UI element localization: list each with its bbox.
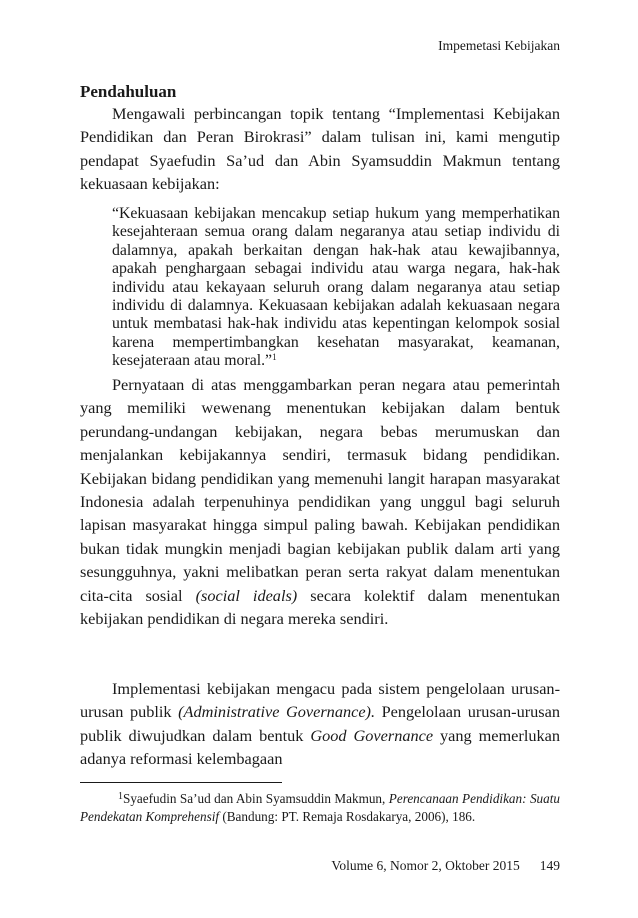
footnote-book-title: Perencanaan Pendidikan: Suatu Pendekatan Komprehensif xyxy=(80,791,560,824)
footnote-mark: 1 xyxy=(118,791,123,802)
footnote-authors: Syaefudin Sa’ud dan Abin Syamsuddin Makmun, xyxy=(123,791,386,806)
emphasis-good-governance: Good Governance xyxy=(310,725,434,745)
paragraph-statement xyxy=(80,373,560,630)
footnote-publication: (Bandung: PT. Remaja Rosdakarya, 2006), 186. xyxy=(222,808,476,824)
block-quote xyxy=(112,205,560,371)
paragraph-implementation xyxy=(80,677,560,771)
footnote xyxy=(80,790,560,825)
section-heading: Pendahuluan xyxy=(80,82,177,101)
footnote-reference: 1 xyxy=(272,352,277,363)
paragraph-intro: Mengawali perbincangan topik tentang “Implementasi Kebijakan Pendidikan dan Peran Birokrasi” dalam tulisan ini, kami mengutip pendapat Syaefudin Sa’ud dan Abin Syamsuddin Makmun tentang kekuasaan kebijakan: xyxy=(80,104,560,194)
emphasis-administrative-governance: (Administrative Governance). xyxy=(178,702,376,722)
paragraph-implementation-text-c: yang memerlukan adanya reformasi kelembagaan xyxy=(80,725,561,769)
paragraph-statement-text-a: Pernyataan di atas menggambarkan peran negara atau pemerintah yang memiliki wewenang menentukan kebijakan dalam bentuk perundang-undangan kebijakan, negara bebas merumuskan dan menjalankan kebijakannya sendiri, termasuk bidang pendidikan. Kebijakan bidang pendidikan yang memenuhi langit harapan masyarakat Indonesia adalah terpenuhinya pendidikan yang unggul bagi seluruh lapisan masyarakat hingga simpul paling bawah. Kebijakan pendidikan bukan tidak mungkin menjadi bagian kebijakan publik dalam arti yang sesungguhnya, yakni melibatkan peran serta rakyat dalam menentukan cita-cita sosial xyxy=(80,375,560,605)
page-footer xyxy=(331,858,560,874)
paragraph-statement-text-b: secara kolektif dalam menentukan kebijakan pendidikan di negara mereka sendiri. xyxy=(80,585,560,629)
footnote-divider xyxy=(80,782,282,783)
emphasis-social-ideals: (social ideals) xyxy=(195,585,298,605)
paragraph-implementation-text-a: Implementasi kebijakan mengacu pada sistem pengelolaan urusan-urusan publik xyxy=(80,679,560,722)
paragraph-implementation-text-b: Pengelolaan urusan-urusan publik diwujudkan dalam bentuk xyxy=(80,702,560,745)
volume-info: Volume 6, Nomor 2, Oktober 2015 xyxy=(331,858,520,873)
running-header: Impemetasi Kebijakan xyxy=(438,38,560,53)
page-number: 149 xyxy=(539,858,560,873)
quote-text: “Kekuasaan kebijakan mencakup setiap hukum yang memperhatikan kesejahteraan semua orang dalam negaranya atau setiap individu di dalamnya, apakah berkaitan dengan hak-hak atau kewajibannya, apakah penghargaan sebagai individu atau warga negara, hak-hak individu atau kekayaan seluruh orang dalam negaranya atau setiap individu di dalamnya. Kekuasaan kebijakan adalah kekuasaan negara untuk membatasi hak-hak individu atas kepentingan kelompok sosial karena mempertimbangkan kesehatan masyarakat, keamanan, kesejateraan atau moral.” xyxy=(112,205,560,370)
